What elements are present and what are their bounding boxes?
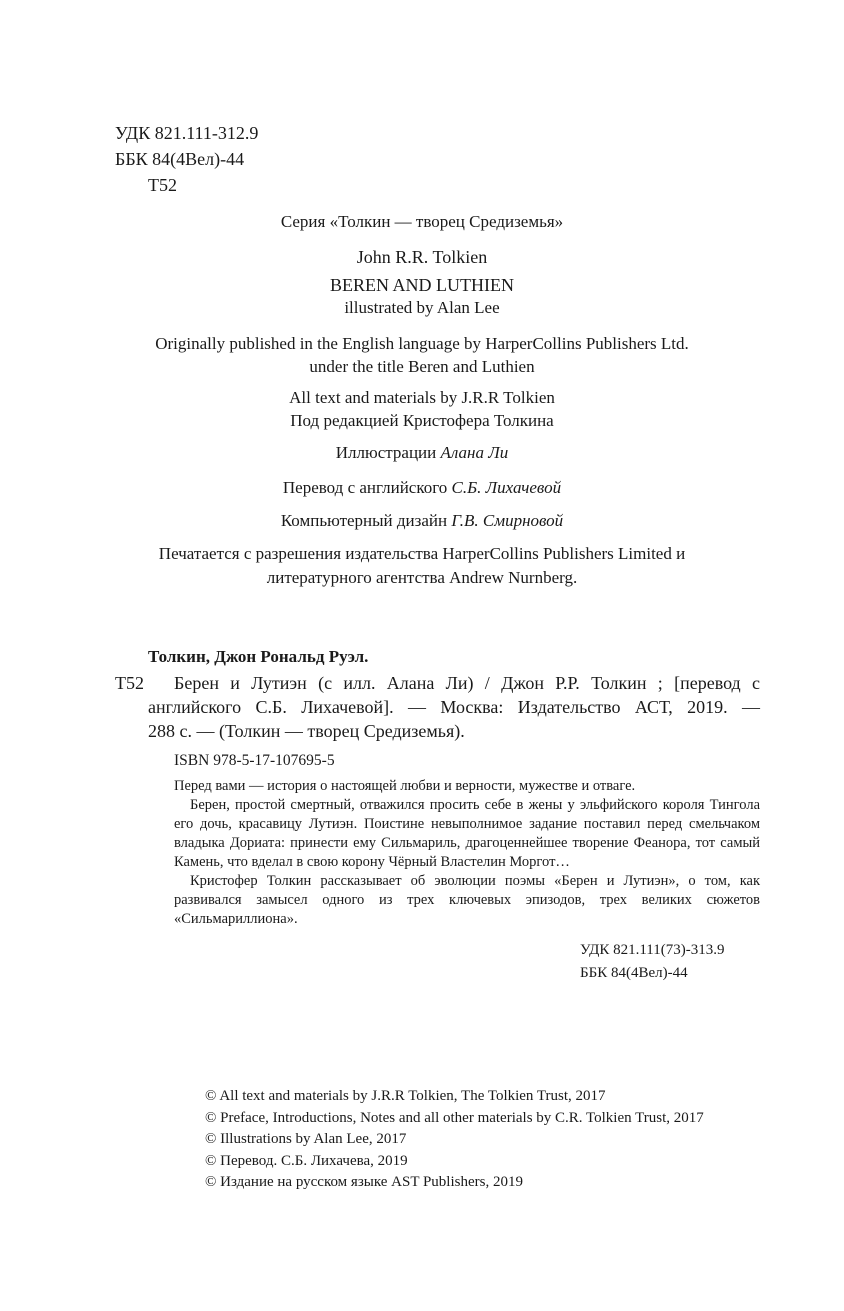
publisher-line-1: Originally published in the English language by HarperCollins Publishers Ltd. — [155, 334, 689, 353]
illustrator-line: illustrated by Alan Lee — [344, 298, 500, 317]
design-name: Г.В. Смирновой — [451, 511, 564, 530]
copyright-line: © Перевод. С.Б. Лихачева, 2019 — [205, 1152, 408, 1169]
translation-name: С.Б. Лихачевой — [451, 478, 562, 497]
illustrations-name: Алана Ли — [440, 443, 509, 462]
bbk-code: ББК 84(4Вел)-44 — [115, 149, 245, 169]
catalog-line-2: английского С.Б. Лихачевой]. — Москва: Издательство АСТ, 2019. — — [148, 697, 760, 717]
annotation-paragraph-2: Берен, простой смертный, отважился просить себе в жены у эльфийского короля Тингола его дочь, красавицу Лутиэн. Поистине невыполнимое задание поставил перед смельчаком владыка Дориата: принести ему Сильмариль, драгоценнейшее творение Феанора, тот самый Камень, что вделал в свою корону Чёрный Властелин Моргот… — [174, 797, 760, 870]
design-label: Компьютерный дизайн — [280, 511, 448, 530]
illustrations-label: Иллюстрации — [335, 443, 437, 462]
catalog-mark: Т52 — [115, 673, 144, 693]
annotation — [174, 777, 760, 929]
isbn: ISBN 978-5-17-107695-5 — [174, 752, 335, 769]
catalog-line-3: 288 с. — (Толкин — творец Средиземья). — [148, 721, 465, 741]
permission-line-1: Печатается с разрешения издательства HarperCollins Publishers Limited и — [158, 544, 686, 563]
illustrations-credit — [0, 442, 844, 464]
footer-udk-code: УДК 821.111(73)-313.9 — [580, 942, 725, 958]
catalog-line-1: Берен и Лутиэн (с илл. Алана Ли) / Джон Р.Р. Толкин ; [перевод с — [174, 673, 760, 693]
design-credit — [0, 510, 844, 532]
copyright-line: © Preface, Introductions, Notes and all other materials by C.R. Tolkien Trust, 2017 — [205, 1109, 704, 1126]
original-author: John R.R. Tolkien — [356, 247, 488, 267]
author-mark: Т52 — [148, 175, 177, 195]
footer-bbk-code: ББК 84(4Вел)-44 — [580, 965, 688, 981]
copyright-block — [205, 1086, 704, 1194]
annotation-paragraph-1: Перед вами — история о настоящей любви и верности, мужестве и отваге. — [174, 778, 636, 794]
translation-credit — [0, 477, 844, 499]
translation-label: Перевод с английского — [282, 478, 448, 497]
publisher-line-2: under the title Beren and Luthien — [309, 357, 535, 376]
copyright-line: © All text and materials by J.R.R Tolkien, The Tolkien Trust, 2017 — [205, 1088, 606, 1104]
annotation-paragraph-3: Кристофер Толкин рассказывает об эволюции поэмы «Берен и Лутиэн», о том, как развивался замысел одного из трех ключевых эпизодов, трех великих сюжетов «Сильмариллиона». — [174, 873, 760, 927]
original-title: BEREN AND LUTHIEN — [330, 275, 514, 295]
catalog-heading: Толкин, Джон Рональд Руэл. — [148, 647, 369, 666]
udk-code: УДК 821.111-312.9 — [115, 123, 259, 143]
permission-line-2: литературного агентства Andrew Nurnberg. — [266, 568, 578, 587]
text-credit: All text and materials by J.R.R Tolkien — [289, 388, 555, 407]
editor-credit: Под редакцией Кристофера Толкина — [290, 411, 554, 430]
series-line: Серия «Толкин — творец Средиземья» — [280, 212, 564, 231]
copyright-line: © Издание на русском языке AST Publishers, 2019 — [205, 1174, 523, 1190]
copyright-line: © Illustrations by Alan Lee, 2017 — [205, 1131, 407, 1147]
